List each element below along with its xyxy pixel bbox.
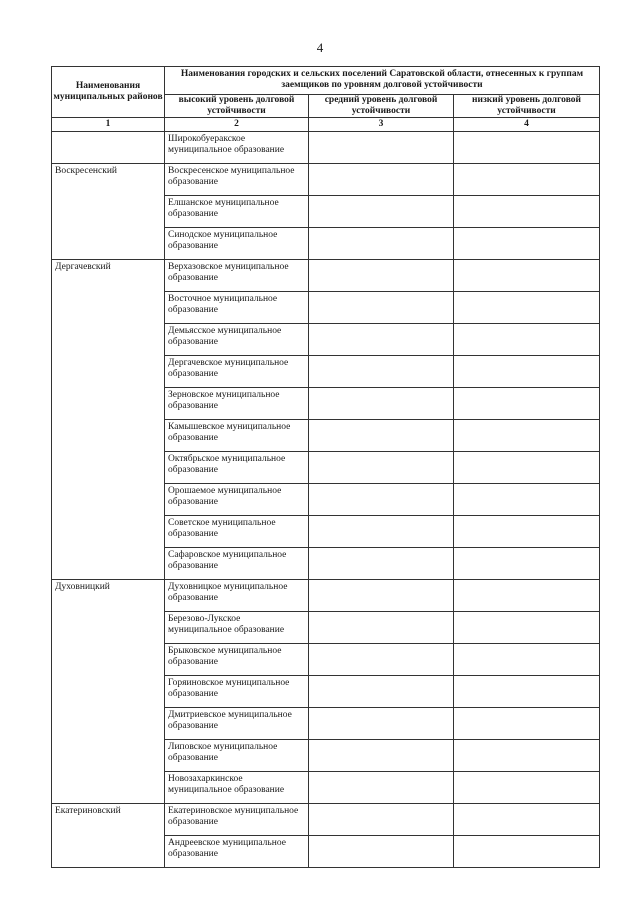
low-level-cell <box>454 260 600 292</box>
low-level-cell <box>454 516 600 548</box>
settlement-cell: Советское муниципальное образование <box>165 516 309 548</box>
settlement-cell: Новозахаркинское муниципальное образование <box>165 772 309 804</box>
table-row <box>52 132 600 164</box>
column-number-3: 3 <box>309 118 454 132</box>
column-number-2: 2 <box>165 118 309 132</box>
settlement-cell: Октябрьское муниципальное образование <box>165 452 309 484</box>
district-cell: Екатериновский <box>52 804 165 868</box>
low-level-cell <box>454 388 600 420</box>
medium-level-cell <box>309 164 454 196</box>
table-row <box>52 260 600 292</box>
settlement-cell: Орошаемое муниципальное образование <box>165 484 309 516</box>
medium-level-cell <box>309 388 454 420</box>
table-row <box>52 164 600 196</box>
header-district-column: Наименования муниципальных районов <box>52 67 165 118</box>
settlement-cell: Дергачевское муниципальное образование <box>165 356 309 388</box>
low-level-cell <box>454 420 600 452</box>
settlement-cell: Камышевское муниципальное образование <box>165 420 309 452</box>
medium-level-cell <box>309 356 454 388</box>
settlement-cell: Екатериновское муниципальное образование <box>165 804 309 836</box>
settlement-cell: Воскресенское муниципальное образование <box>165 164 309 196</box>
settlement-cell: Андреевское муниципальное образование <box>165 836 309 868</box>
district-cell <box>52 132 165 164</box>
settlement-cell: Дмитриевское муниципальное образование <box>165 708 309 740</box>
settlement-cell: Елшанское муниципальное образование <box>165 196 309 228</box>
settlement-cell: Верхазовское муниципальное образование <box>165 260 309 292</box>
low-level-cell <box>454 740 600 772</box>
medium-level-cell <box>309 612 454 644</box>
medium-level-cell <box>309 580 454 612</box>
medium-level-cell <box>309 676 454 708</box>
settlement-cell: Березово-Лукское муниципальное образование <box>165 612 309 644</box>
medium-level-cell <box>309 548 454 580</box>
medium-level-cell <box>309 420 454 452</box>
page-number: 4 <box>316 40 324 55</box>
medium-level-cell <box>309 292 454 324</box>
medium-level-cell <box>309 740 454 772</box>
low-level-cell <box>454 228 600 260</box>
header-low-level: низкий уровень долговой устойчивости <box>454 95 600 118</box>
settlement-cell: Демьясское муниципальное образование <box>165 324 309 356</box>
low-level-cell <box>454 164 600 196</box>
medium-level-cell <box>309 644 454 676</box>
table-row <box>52 580 600 612</box>
medium-level-cell <box>309 260 454 292</box>
settlement-cell: Восточное муниципальное образование <box>165 292 309 324</box>
settlement-cell: Синодское муниципальное образование <box>165 228 309 260</box>
low-level-cell <box>454 612 600 644</box>
district-cell: Духовницкий <box>52 580 165 804</box>
district-cell: Воскресенский <box>52 164 165 260</box>
medium-level-cell <box>309 804 454 836</box>
medium-level-cell <box>309 516 454 548</box>
low-level-cell <box>454 356 600 388</box>
header-high-level: высокий уровень долговой устойчивости <box>165 95 309 118</box>
header-settlements-group: Наименования городских и сельских поселений Саратовской области, отнесенных к группам заемщиков по уровням долговой устойчивости <box>165 67 600 95</box>
settlement-cell: Горяиновское муниципальное образование <box>165 676 309 708</box>
low-level-cell <box>454 196 600 228</box>
medium-level-cell <box>309 708 454 740</box>
low-level-cell <box>454 772 600 804</box>
low-level-cell <box>454 708 600 740</box>
medium-level-cell <box>309 324 454 356</box>
settlement-cell: Зерновское муниципальное образование <box>165 388 309 420</box>
medium-level-cell <box>309 228 454 260</box>
medium-level-cell <box>309 836 454 868</box>
low-level-cell <box>454 452 600 484</box>
medium-level-cell <box>309 132 454 164</box>
settlement-cell: Широкобуеракское муниципальное образование <box>165 132 309 164</box>
settlement-cell: Духовницкое муниципальное образование <box>165 580 309 612</box>
medium-level-cell <box>309 196 454 228</box>
low-level-cell <box>454 676 600 708</box>
low-level-cell <box>454 580 600 612</box>
header-medium-level: средний уровень долговой устойчивости <box>309 95 454 118</box>
low-level-cell <box>454 132 600 164</box>
settlement-cell: Брыковское муниципальное образование <box>165 644 309 676</box>
low-level-cell <box>454 292 600 324</box>
low-level-cell <box>454 324 600 356</box>
settlements-table <box>51 66 600 868</box>
low-level-cell <box>454 548 600 580</box>
column-number-1: 1 <box>52 118 165 132</box>
medium-level-cell <box>309 452 454 484</box>
settlement-cell: Сафаровское муниципальное образование <box>165 548 309 580</box>
low-level-cell <box>454 804 600 836</box>
table-row <box>52 804 600 836</box>
medium-level-cell <box>309 772 454 804</box>
district-cell: Дергачевский <box>52 260 165 580</box>
settlement-cell: Липовское муниципальное образование <box>165 740 309 772</box>
low-level-cell <box>454 836 600 868</box>
low-level-cell <box>454 484 600 516</box>
medium-level-cell <box>309 484 454 516</box>
low-level-cell <box>454 644 600 676</box>
column-number-4: 4 <box>454 118 600 132</box>
